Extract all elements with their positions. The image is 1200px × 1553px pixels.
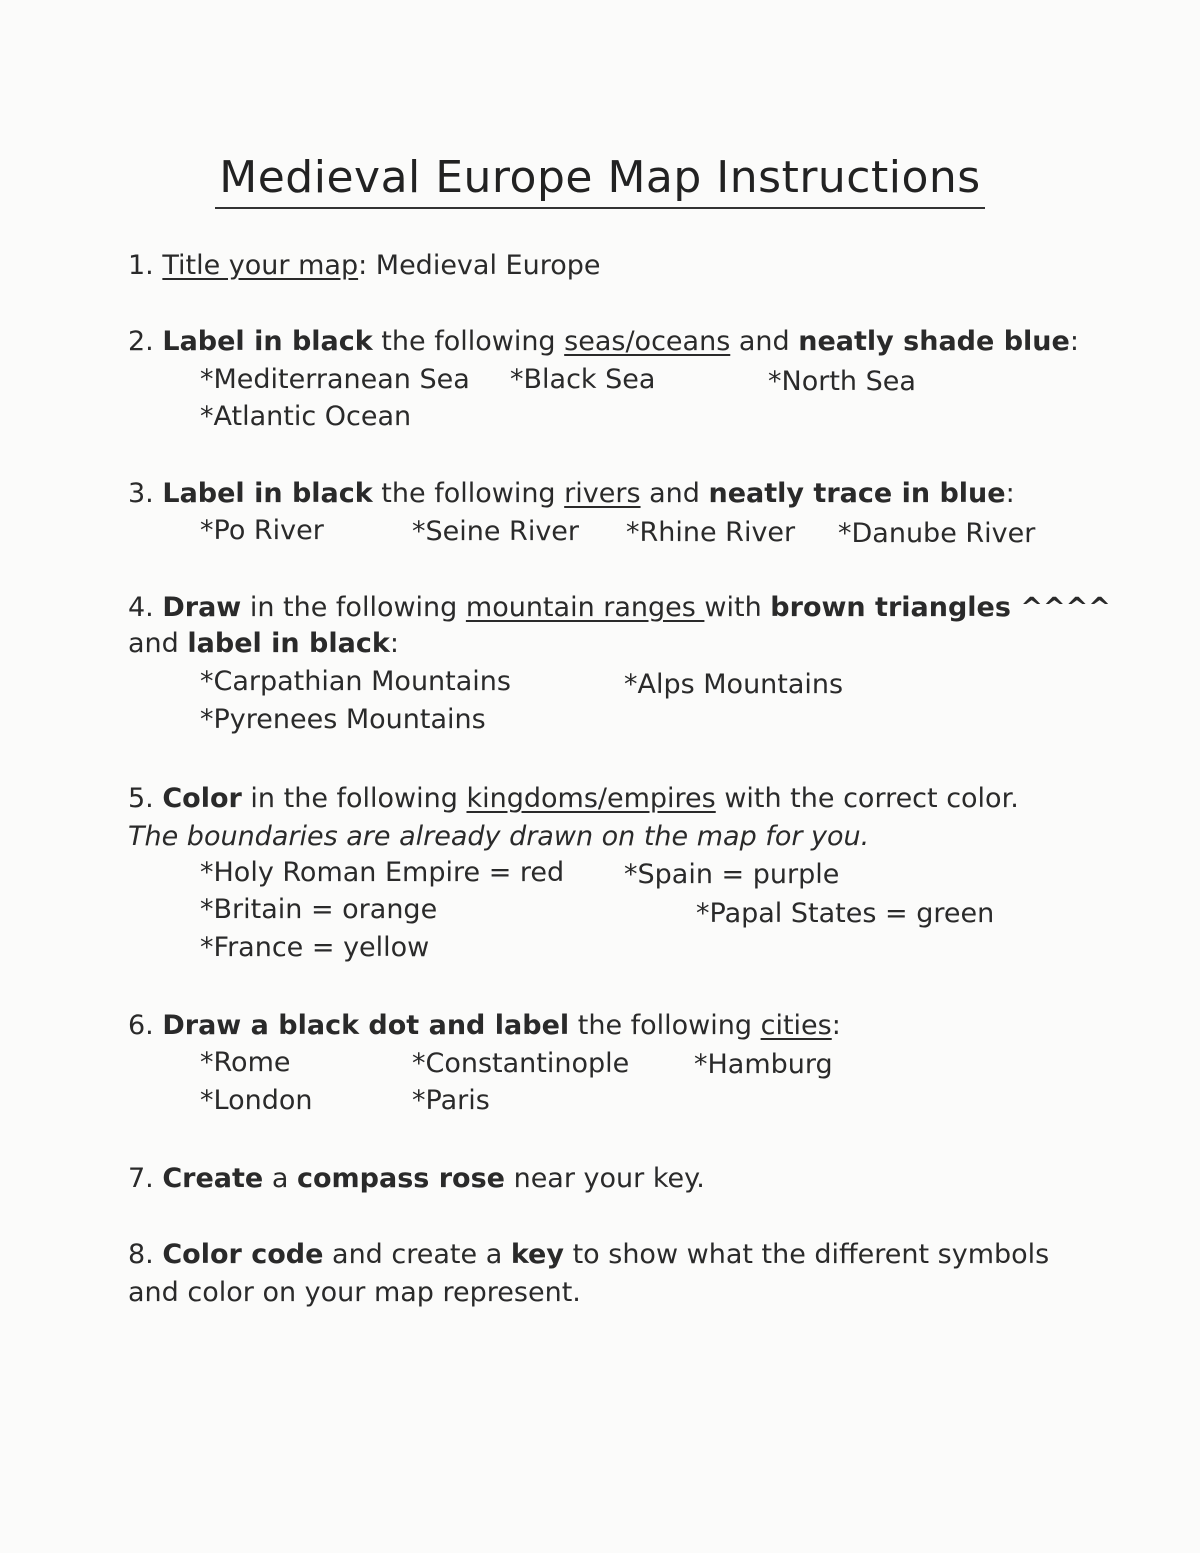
list-item: *Spain = purple — [624, 859, 840, 890]
list-item: *North Sea — [768, 366, 916, 397]
instruction-8: 8. Color code and create a key to show what the different symbols and color on your map represent. — [128, 1239, 1050, 1308]
list-item: *Mediterranean Sea — [200, 364, 470, 395]
list-item: *Hamburg — [694, 1049, 833, 1080]
list-item: *Pyrenees Mountains — [200, 704, 486, 735]
instruction-2: 2. Label in black the following seas/oceans and neatly shade blue: — [128, 326, 1079, 357]
list-item: *Britain = orange — [200, 894, 438, 925]
list-item: *Papal States = green — [696, 898, 995, 929]
list-item: *Danube River — [838, 518, 1036, 549]
list-item: *Black Sea — [510, 364, 656, 395]
list-item: *France = yellow — [200, 932, 430, 963]
list-item: *Holy Roman Empire = red — [200, 857, 565, 888]
list-item: *Carpathian Mountains — [200, 666, 511, 697]
list-item: *Atlantic Ocean — [200, 401, 412, 432]
list-item: *Alps Mountains — [624, 669, 844, 700]
instruction-4: 4. Draw in the following mountain ranges with brown triangles ^^^^ — [128, 592, 1111, 623]
list-item: *Paris — [412, 1085, 490, 1116]
list-item: *London — [200, 1085, 313, 1116]
instruction-3: 3. Label in black the following rivers and neatly trace in blue: — [128, 478, 1015, 509]
list-item: *Rhine River — [626, 517, 796, 548]
list-item: *Constantinople — [412, 1048, 630, 1079]
page-title: Medieval Europe Map Instructions — [0, 152, 1200, 209]
instruction-1: 1. Title your map: Medieval Europe — [128, 250, 601, 281]
list-item: *Po River — [200, 515, 324, 546]
instruction-6: 6. Draw a black dot and label the following cities: — [128, 1010, 841, 1041]
list-item: *Rome — [200, 1047, 291, 1078]
list-item: *Seine River — [412, 516, 580, 547]
instruction-5: 5. Color in the following kingdoms/empires with the correct color. The boundaries are already drawn on the map for you. — [128, 783, 1019, 852]
instruction-7: 7. Create a compass rose near your key. — [128, 1163, 705, 1194]
instruction-4-cont: and label in black: — [128, 628, 399, 659]
